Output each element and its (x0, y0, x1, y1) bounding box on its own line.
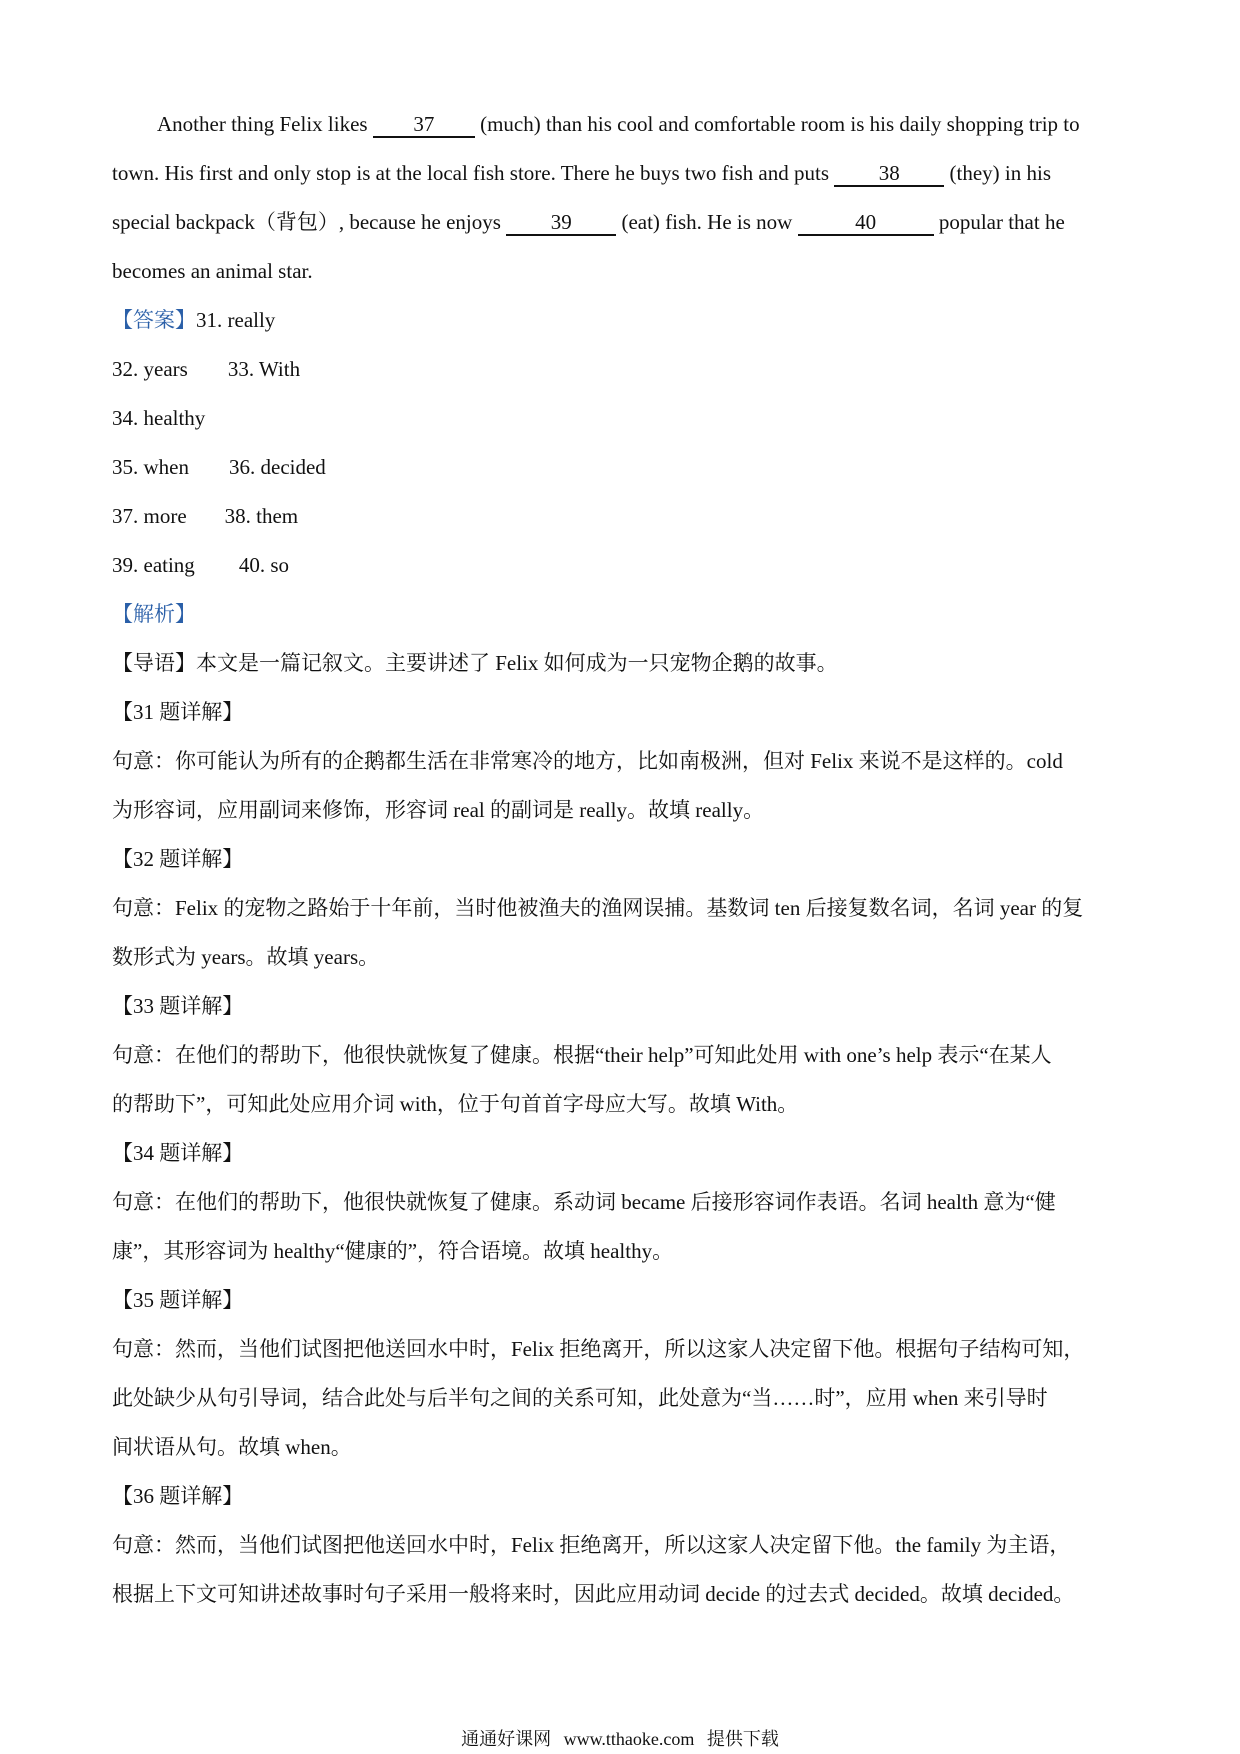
q36-heading: 【36 题详解】 (112, 1484, 244, 1508)
blank-39: 39 (506, 210, 616, 236)
answer-38: 38. them (224, 504, 299, 528)
answer-37: 37. more (112, 504, 187, 528)
answer-row-5 (112, 492, 1132, 541)
answer-tag: 【答案】 (112, 308, 196, 332)
answer-34: 34. healthy (112, 406, 206, 430)
answer-row-4 (112, 443, 1132, 492)
answer-row-6 (112, 541, 1132, 590)
passage-text: Another thing Felix likes (157, 112, 373, 136)
q35-line-3: 间状语从句。故填 when。 (112, 1435, 352, 1459)
answer-31: 31. really (196, 308, 276, 332)
answer-35: 35. when (112, 455, 189, 479)
q32-heading: 【32 题详解】 (112, 847, 244, 871)
q34-line-2: 康”，其形容词为 healthy“健康的”，符合语境。故填 healthy。 (112, 1239, 674, 1263)
q36-line-2: 根据上下文可知讲述故事时句子采用一般将来时，因此应用动词 decide 的过去式 decided。故填 decided。 (112, 1582, 1075, 1606)
answer-32: 32. years (112, 357, 188, 381)
q32-line-1: 句意：Felix 的宠物之路始于十年前，当时他被渔夫的渔网误捕。基数词 ten 后接复数名词，名词 year 的复 (112, 896, 1084, 920)
analysis-intro: 【导语】本文是一篇记叙文。主要讲述了 Felix 如何成为一只宠物企鹅的故事。 (112, 651, 838, 675)
q33-line-2: 的帮助下”，可知此处应用介词 with，位于句首首字母应大写。故填 With。 (112, 1092, 799, 1116)
passage-text: special backpack（背包）, because he enjoys (112, 210, 507, 234)
blank-38: 38 (834, 161, 944, 187)
passage-text: (they) in his (944, 161, 1051, 185)
q33-heading: 【33 题详解】 (112, 994, 244, 1018)
answer-33: 33. With (227, 357, 301, 381)
answer-40: 40. so (238, 553, 289, 577)
footer-url[interactable]: www.tthaoke.com (563, 1729, 695, 1749)
passage-line-1 (112, 100, 1132, 149)
footer-note: 提供下载 (706, 1729, 779, 1749)
q31-line-1: 句意：你可能认为所有的企鹅都生活在非常寒冷的地方，比如南极洲，但对 Felix 来说不是这样的。cold (112, 749, 1063, 773)
footer-site: 通通好课网 (461, 1729, 552, 1749)
document-page (112, 100, 1132, 1619)
answer-row-2 (112, 345, 1132, 394)
answer-row-1 (112, 296, 1132, 345)
passage-text: (much) than his cool and comfortable room is his daily shopping trip to (474, 112, 1080, 136)
q34-line-1: 句意：在他们的帮助下，他很快就恢复了健康。系动词 became 后接形容词作表语。名词 health 意为“健 (112, 1190, 1056, 1214)
analysis-tag: 【解析】 (112, 602, 196, 626)
answer-36: 36. decided (229, 455, 326, 479)
q35-heading: 【35 题详解】 (112, 1288, 244, 1312)
passage-text: popular that he (933, 210, 1065, 234)
q32-line-2: 数形式为 years。故填 years。 (112, 945, 380, 969)
passage-line-2 (112, 149, 1132, 198)
passage-text: (eat) fish. He is now (616, 210, 798, 234)
q33-line-1: 句意：在他们的帮助下，他很快就恢复了健康。根据“their help”可知此处用 with one’s help 表示“在某人 (112, 1043, 1052, 1067)
q35-line-2: 此处缺少从句引导词，结合此处与后半句之间的关系可知，此处意为“当……时”，应用 when 来引导时 (112, 1386, 1048, 1410)
q36-line-1: 句意：然而，当他们试图把他送回水中时，Felix 拒绝离开，所以这家人决定留下他。the family 为主语， (112, 1533, 1071, 1557)
q31-line-2: 为形容词，应用副词来修饰，形容词 real 的副词是 really。故填 really。 (112, 798, 765, 822)
passage-text: town. His first and only stop is at the local fish store. There he buys two fish and puts (112, 161, 835, 185)
answer-39: 39. eating (112, 553, 195, 577)
q31-heading: 【31 题详解】 (112, 700, 244, 724)
answer-row-3 (112, 394, 1132, 443)
blank-40: 40 (798, 210, 934, 236)
passage-line-4: becomes an animal star. (112, 259, 313, 283)
passage-line-3 (112, 198, 1132, 247)
page-footer (0, 1727, 1240, 1751)
q35-line-1: 句意：然而，当他们试图把他送回水中时，Felix 拒绝离开，所以这家人决定留下他。根据句子结构可知， (112, 1337, 1085, 1361)
q34-heading: 【34 题详解】 (112, 1141, 244, 1165)
blank-37: 37 (373, 112, 475, 138)
